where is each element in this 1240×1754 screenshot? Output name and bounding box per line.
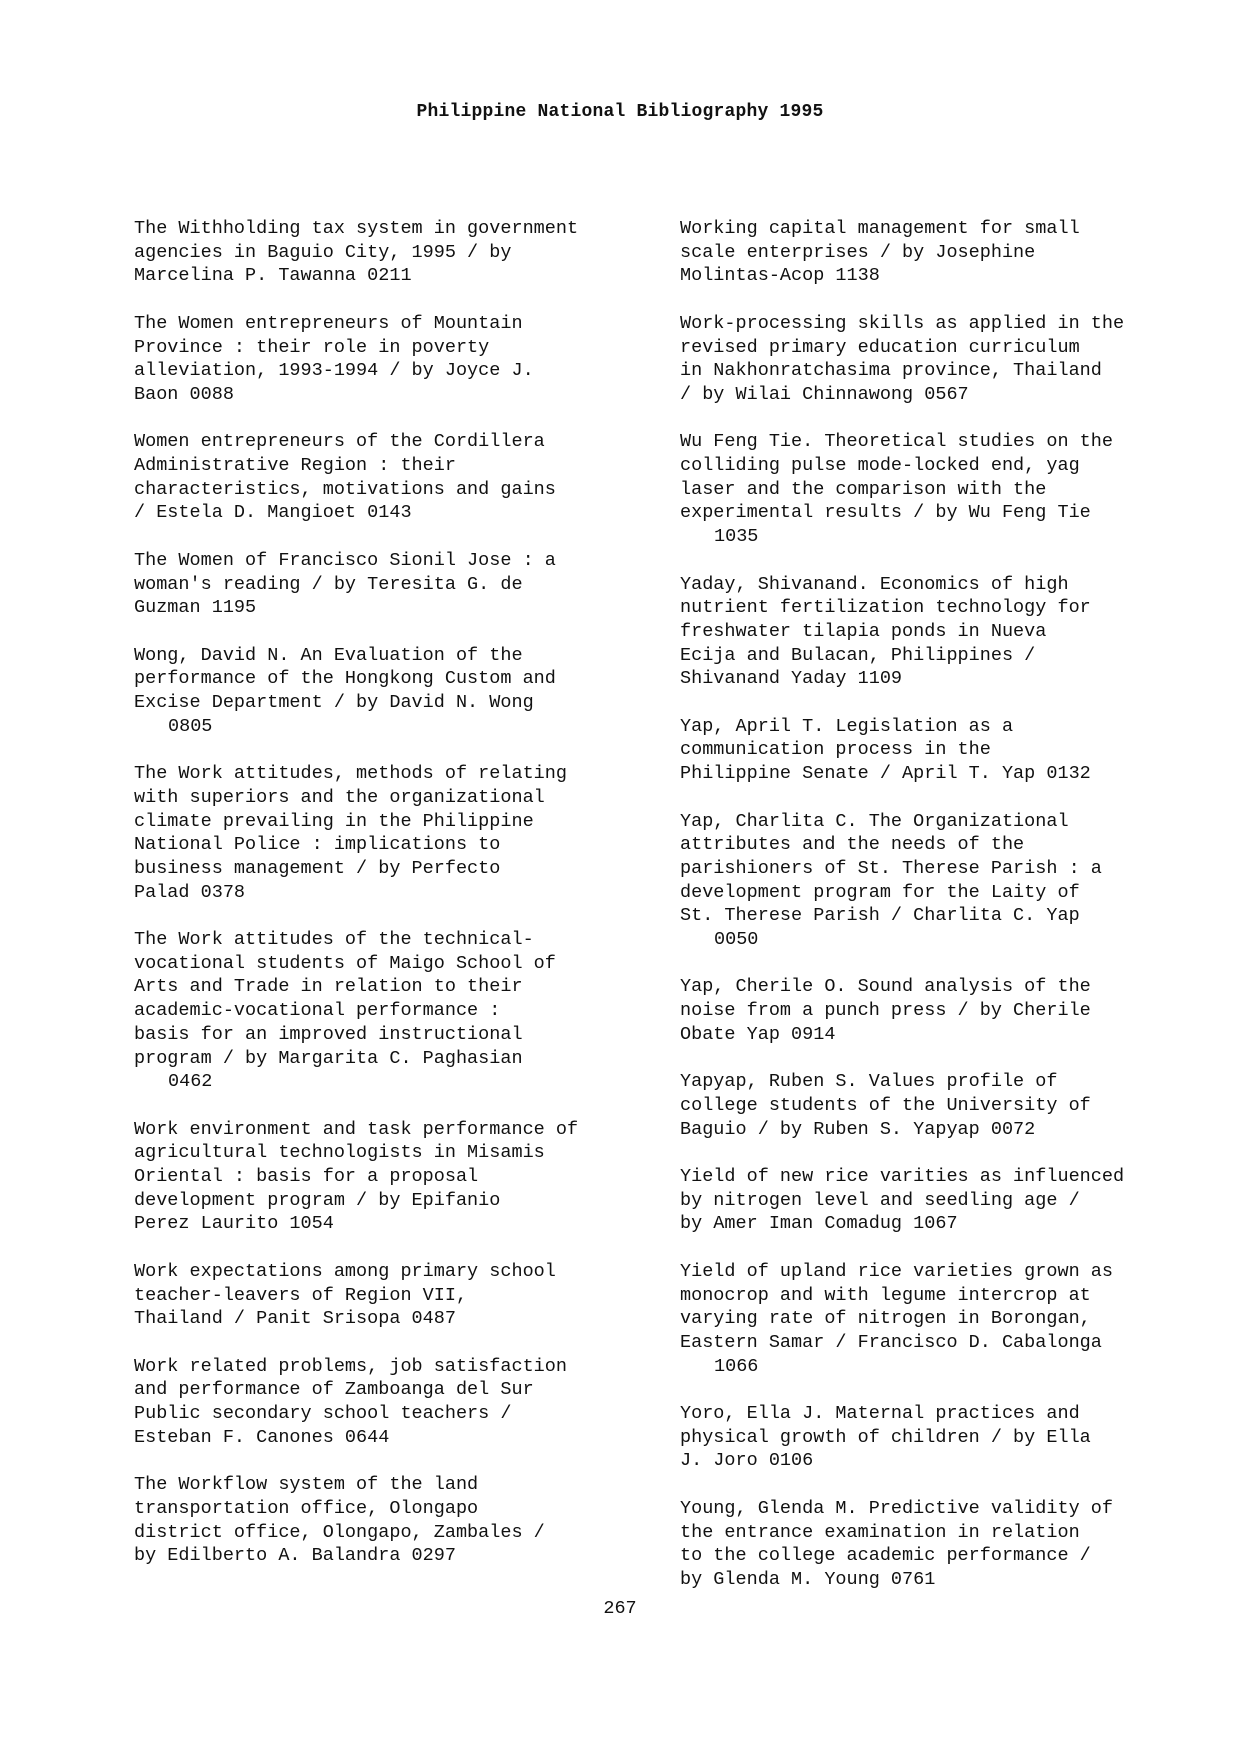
entry-line: The Women of Francisco Sionil Jose : a (134, 549, 556, 571)
entry-line: noise from a punch press / by Cherile (680, 1000, 1091, 1022)
entry-line: attributes and the needs of the (680, 834, 1025, 856)
bibliography-entry (134, 217, 674, 288)
entry-line: program / by Margarita C. Paghasian (134, 1047, 523, 1069)
entry-line: Young, Glenda M. Predictive validity of (680, 1497, 1113, 1519)
entry-line: the entrance examination in relation (680, 1521, 1080, 1543)
entry-line: 0050 (714, 929, 759, 951)
bibliography-entry (680, 1260, 1200, 1379)
bibliography-entry (134, 1260, 674, 1331)
page-number: 267 (603, 1598, 637, 1619)
bibliography-entry (680, 1497, 1200, 1592)
bibliography-entry (134, 1355, 674, 1450)
entry-line: 1035 (714, 526, 759, 548)
entry-line: vocational students of Maigo School of (134, 952, 556, 974)
entry-line: development program for the Laity of (680, 881, 1080, 903)
entry-line: 0462 (168, 1071, 213, 1093)
entry-line: The Workflow system of the land (134, 1474, 479, 1496)
entry-line: Guzman 1195 (134, 597, 257, 619)
entry-line: Work expectations among primary school (134, 1260, 556, 1282)
entry-line: The Women entrepreneurs of Mountain (134, 312, 523, 334)
entry-line: Molintas-Acop 1138 (680, 265, 880, 287)
entry-line: climate prevailing in the Philippine (134, 810, 534, 832)
entry-line: Wu Feng Tie. Theoretical studies on the (680, 431, 1113, 453)
bibliography-entry (134, 1118, 674, 1237)
entry-line: Perez Laurito 1054 (134, 1213, 334, 1235)
entry-line: The Work attitudes of the technical- (134, 929, 534, 950)
bibliography-entry (680, 975, 1200, 1046)
entry-line: experimental results / by Wu Feng Tie (680, 502, 1091, 524)
entry-line: transportation office, Olongapo (134, 1497, 479, 1519)
entry-line: Arts and Trade in relation to their (134, 976, 523, 998)
entry-line: Yap, Cherile O. Sound analysis of the (680, 976, 1091, 998)
bibliography-entry (680, 430, 1200, 549)
bibliography-entry (134, 762, 674, 904)
entry-line: Palad 0378 (134, 881, 246, 903)
bibliography-entry (680, 217, 1200, 288)
entry-line: by Amer Iman Comadug 1067 (680, 1213, 958, 1235)
bibliography-entry (680, 1165, 1200, 1236)
entry-line: Yaday, Shivanand. Economics of high (680, 573, 1069, 595)
entry-line: alleviation, 1993-1994 / by Joyce J. (134, 360, 534, 382)
entry-line: Thailand / Panit Srisopa 0487 (134, 1308, 456, 1330)
entry-line: by Edilberto A. Balandra 0297 (134, 1545, 456, 1567)
entry-line: Yield of new rice varities as influenced (680, 1166, 1125, 1187)
entry-line: scale enterprises / by Josephine (680, 241, 1036, 263)
entry-line: physical growth of children / by Ella (680, 1426, 1091, 1448)
entry-line: Work environment and task performance of (134, 1118, 579, 1140)
entry-line: Marcelina P. Tawanna 0211 (134, 265, 412, 287)
bibliography-entry (134, 312, 674, 407)
entry-line: Oriental : basis for a proposal (134, 1166, 479, 1188)
bibliography-column-left (134, 217, 674, 1592)
bibliography-entry (680, 810, 1200, 952)
entry-line: by nitrogen level and seedling age / (680, 1189, 1080, 1211)
entry-line: college students of the University of (680, 1094, 1091, 1116)
entry-line: monocrop and with legume intercrop at (680, 1284, 1091, 1306)
entry-line: Esteban F. Canones 0644 (134, 1426, 390, 1448)
bibliography-entry (680, 715, 1200, 786)
entry-line: basis for an improved instructional (134, 1023, 523, 1045)
entry-line: freshwater tilapia ponds in Nueva (680, 620, 1047, 642)
bibliography-entry (134, 549, 674, 620)
entry-line: characteristics, motivations and gains (134, 478, 556, 500)
entry-line: agricultural technologists in Misamis (134, 1142, 545, 1164)
entry-line: Ecija and Bulacan, Philippines / (680, 644, 1036, 666)
entry-line: Wong, David N. An Evaluation of the (134, 644, 523, 666)
entry-line: in Nakhonratchasima province, Thailand (680, 360, 1102, 382)
entry-line: 0805 (168, 715, 213, 737)
entry-line: Yield of upland rice varieties grown as (680, 1260, 1113, 1282)
entry-line: Baon 0088 (134, 383, 234, 405)
entry-line: Yapyap, Ruben S. Values profile of (680, 1071, 1058, 1093)
entry-line: Working capital management for small (680, 218, 1080, 239)
bibliography-entry (680, 312, 1200, 407)
bibliography-entry (134, 430, 674, 525)
entry-line: revised primary education curriculum (680, 336, 1080, 358)
entry-line: with superiors and the organizational (134, 786, 545, 808)
entry-line: performance of the Hongkong Custom and (134, 668, 556, 690)
entry-line: communication process in the (680, 739, 991, 761)
entry-line: nutrient fertilization technology for (680, 597, 1091, 619)
entry-line: Yap, Charlita C. The Organizational (680, 810, 1069, 832)
bibliography-entry (134, 1473, 674, 1568)
entry-line: woman's reading / by Teresita G. de (134, 573, 523, 595)
entry-line: development program / by Epifanio (134, 1189, 501, 1211)
entry-line: Shivanand Yaday 1109 (680, 668, 903, 690)
entry-line: Work-processing skills as applied in the (680, 312, 1125, 334)
entry-line: district office, Olongapo, Zambales / (134, 1521, 545, 1543)
bibliography-entry (134, 928, 674, 1094)
entry-line: Public secondary school teachers / (134, 1403, 512, 1425)
entry-line: Excise Department / by David N. Wong (134, 692, 534, 713)
entry-line: Baguio / by Ruben S. Yapyap 0072 (680, 1118, 1036, 1140)
entry-line: The Withholding tax system in government (134, 218, 579, 239)
entry-line: and performance of Zamboanga del Sur (134, 1379, 534, 1401)
entry-line: Province : their role in poverty (134, 336, 490, 358)
entry-line: Administrative Region : their (134, 455, 456, 476)
bibliography-column-right (680, 217, 1200, 1615)
entry-line: business management / by Perfecto (134, 857, 501, 879)
entry-line: parishioners of St. Therese Parish : a (680, 857, 1102, 879)
bibliography-entry (680, 573, 1200, 692)
entry-line: Philippine Senate / April T. Yap 0132 (680, 763, 1091, 785)
bibliography-entry (134, 644, 674, 739)
entry-line: Obate Yap 0914 (680, 1023, 836, 1045)
entry-line: Yap, April T. Legislation as a (680, 715, 1014, 737)
entry-line: / by Wilai Chinnawong 0567 (680, 383, 969, 405)
entry-line: J. Joro 0106 (680, 1450, 814, 1472)
entry-line: Eastern Samar / Francisco D. Cabalonga (680, 1331, 1102, 1353)
entry-line: teacher-leavers of Region VII, (134, 1284, 468, 1306)
entry-line: St. Therese Parish / Charlita C. Yap (680, 905, 1080, 927)
bibliography-entry (680, 1402, 1200, 1473)
entry-line: to the college academic performance / (680, 1545, 1091, 1567)
entry-line: agencies in Baguio City, 1995 / by (134, 241, 512, 263)
entry-line: colliding pulse mode-locked end, yag (680, 455, 1080, 476)
entry-line: National Police : implications to (134, 834, 501, 856)
entry-line: The Work attitudes, methods of relating (134, 763, 567, 785)
entry-line: laser and the comparison with the (680, 478, 1047, 500)
bibliography-entry (680, 1070, 1200, 1141)
entry-line: Women entrepreneurs of the Cordillera (134, 431, 545, 453)
entry-line: academic-vocational performance : (134, 1000, 501, 1022)
page-title: Philippine National Bibliography 1995 (416, 102, 824, 122)
entry-line: Yoro, Ella J. Maternal practices and (680, 1403, 1080, 1424)
entry-line: 1066 (714, 1355, 759, 1377)
entry-line: varying rate of nitrogen in Borongan, (680, 1308, 1091, 1330)
entry-line: / Estela D. Mangioet 0143 (134, 502, 412, 524)
entry-line: Work related problems, job satisfaction (134, 1355, 567, 1377)
entry-line: by Glenda M. Young 0761 (680, 1568, 936, 1590)
